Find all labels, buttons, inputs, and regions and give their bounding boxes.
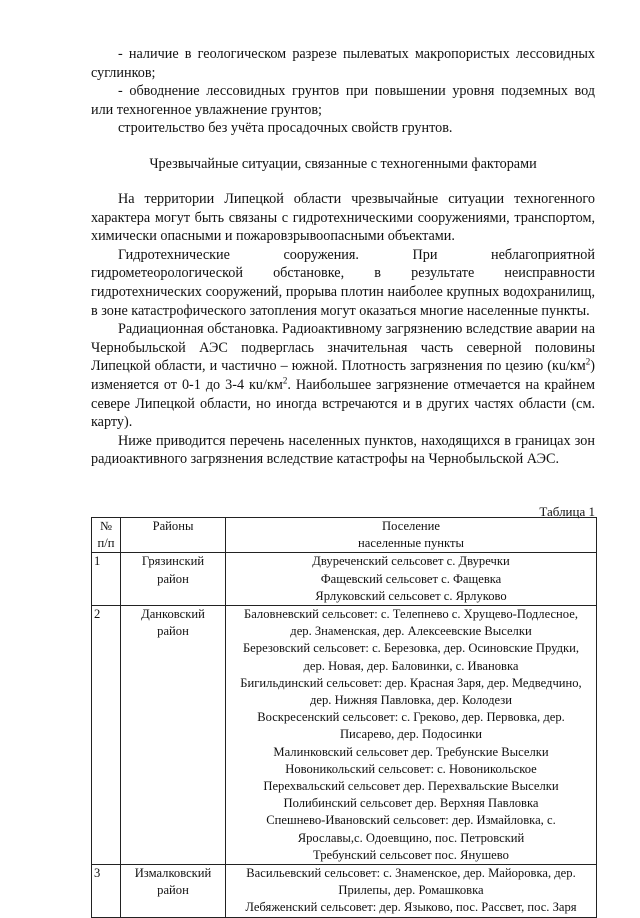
table-row [92, 553, 597, 606]
settlements-table [91, 517, 597, 918]
body-text [91, 190, 595, 469]
table-caption: Таблица 1 [539, 504, 595, 519]
row-settlements: Баловневский сельсовет: с. Телепнево с. Хрущево-Подлесное, дер. Знаменская, дер. Алексеевские Выселки Березовский сельсовет: с. Березовка, дер. Осиновские Прудки, дер. Новая, дер. Баловинки, с. Ивановка Бигильдинский сельсовет: дер. Красная Заря, дер. Медведчино, дер. Нижняя Павловка, дер. Колодези Воскресенский сельсовет: с. Греково, дер. Первовка, дер. Писарево, дер. Подосинки Малинковский сельсовет дер. Требунские Выселки Новоникольский сельсовет: с. Новоникольское Перехвальский сельсовет дер. Перехвальские Выселки Полибинский сельсовет дер. Верхняя Павловка Спешнево-Ивановский сельсовет: дер. Измайловка, с. Ярославы,с. Одоевщино, пос. Петровский Требунский сельсовет пос. Янушево [226, 606, 597, 865]
row-settlements: Двуреченский сельсовет с. Двуречки Фащевский сельсовет с. Фащевка Ярлуковский сельсовет с. Ярлуково [226, 553, 597, 606]
table-header-row [92, 518, 597, 553]
superscript: 2 [585, 356, 591, 367]
radiation-text-c: . Наибольшее загрязнение отмечается на крайнем севере Липецкой области, но иногда встречаются и в других частях области (см. карту). [91, 376, 595, 431]
header-settlement: Поселение населенные пункты [226, 518, 597, 553]
superscript: 2 [282, 375, 288, 386]
top-list [91, 45, 595, 138]
row-num: 2 [92, 606, 121, 865]
paragraph-radiation [91, 320, 595, 432]
radiation-text-b: ) изменяется от 0-1 до 3-4 кu/км [91, 358, 595, 393]
header-num: № п/п [92, 518, 121, 553]
paragraph-intro: На территории Липецкой области чрезвычайные ситуации техногенного характера могут быть связаны с гидротехническими сооружениями, транспортом, химически опасными и пожаровзрывоопасными объектами. [91, 191, 595, 245]
section-heading: Чрезвычайные ситуации, связанные с техногенными факторами [149, 156, 537, 172]
table-row [92, 865, 597, 918]
row-num: 3 [92, 865, 121, 918]
row-num: 1 [92, 553, 121, 606]
row-region: Данковский район [121, 606, 226, 865]
paragraph-hydro: Гидротехнические сооружения. При неблагоприятной гидрометеорологической обстановке, в результате неисправности гидротехнических сооружений, прорыва плотин наиболее крупных водохранилищ, в зоне катастрофического затопления могут оказаться многие населенные пункты. [91, 246, 595, 319]
row-settlements: Васильевский сельсовет: с. Знаменское, дер. Майоровка, дер. Прилепы, дер. Ромашковка Лебяженский сельсовет: дер. Языково, пос. Рассвет, пос. Заря [226, 865, 597, 918]
row-region: Измалковский район [121, 865, 226, 918]
row-region: Грязинский район [121, 553, 226, 606]
radiation-text-a: Радиационная обстановка. Радиоактивному загрязнению вследствие аварии на Чернобыльской АЭС подверглась значительная часть северной половины Липецкой области, и частично – южной. Плотность загрязнения по цезию (кu/км [91, 321, 595, 375]
table-row [92, 606, 597, 865]
list-item: - обводнение лессовидных грунтов при повышении уровня подземных вод или техногенное увлажнение грунтов; [91, 83, 595, 118]
list-item: строительство без учёта просадочных свойств грунтов. [118, 120, 453, 137]
paragraph-list-intro: Ниже приводится перечень населенных пунктов, находящихся в границах зон радиоактивного загрязнения вследствие катастрофы на Чернобыльской АЭС. [91, 432, 595, 468]
header-region: Районы [121, 518, 226, 553]
list-item: - наличие в геологическом разрезе пылеватых макропористых лессовидных суглинков; [91, 46, 595, 81]
